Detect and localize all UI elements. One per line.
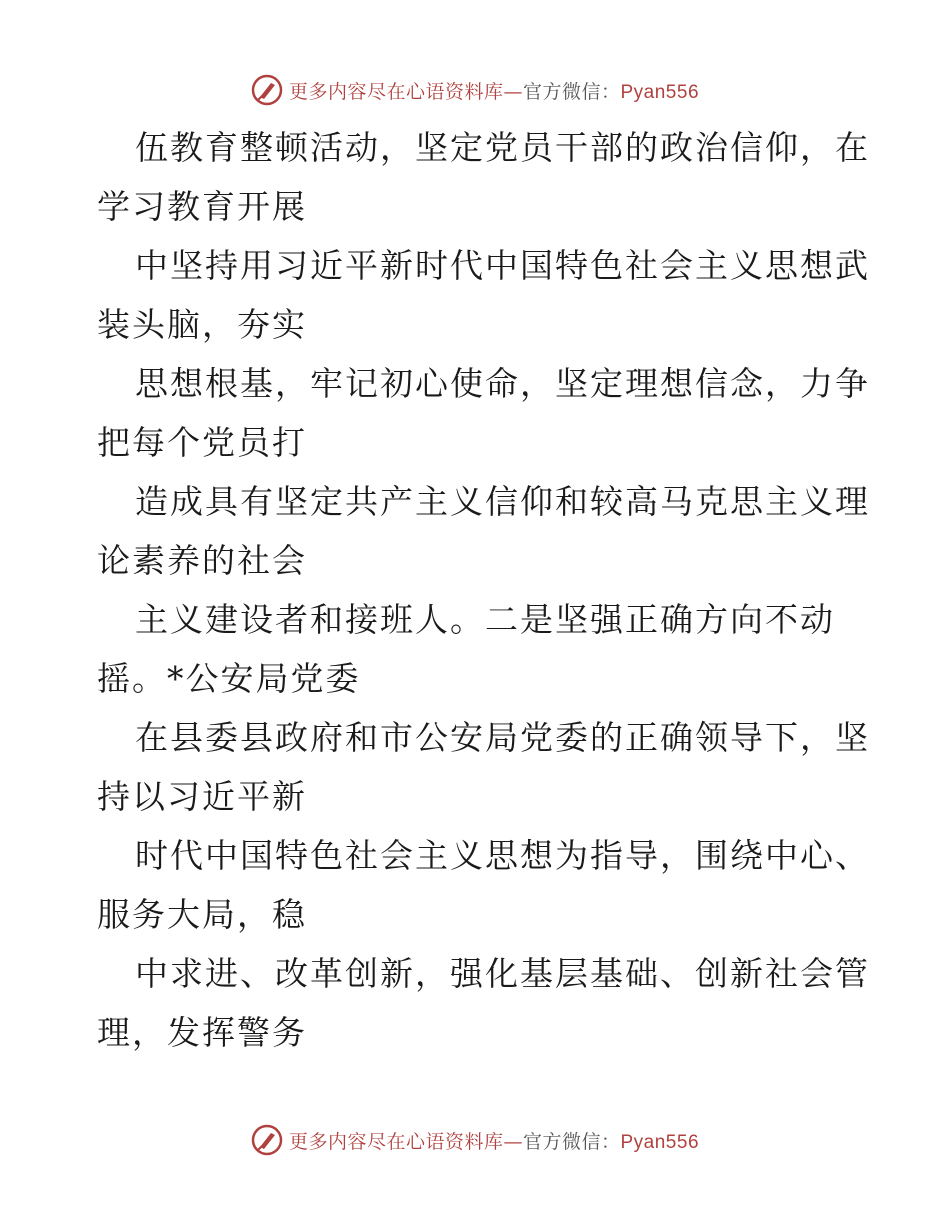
header-wechat-id: Pyan556 [620, 81, 700, 103]
text-line: 思想根基，牢记初心使命，坚定理想信念，力争 [135, 364, 870, 403]
footer-text [289, 1127, 699, 1154]
text-line: 装头脑，夯实 [97, 305, 307, 344]
header-banner [0, 70, 950, 110]
text-line: 服务大局，稳 [97, 895, 307, 934]
text-line: 主义建设者和接班人。二是坚强正确方向不动 [135, 600, 835, 639]
footer-label: 官方微信： [522, 1130, 621, 1153]
text-line: 学习教育开展 [97, 187, 307, 226]
header-label: 官方微信： [522, 80, 621, 103]
header-separator: — [503, 80, 523, 103]
footer-banner [0, 1120, 950, 1160]
text-line: 伍教育整顿活动，坚定党员干部的政治信仰，在 [135, 128, 870, 167]
header-text [289, 77, 699, 104]
text-line: 持以习近平新 [97, 777, 307, 816]
text-line: 把每个党员打 [97, 423, 307, 462]
text-line: 中坚持用习近平新时代中国特色社会主义思想武 [135, 246, 870, 285]
text-line: 时代中国特色社会主义思想为指导，围绕中心、 [135, 836, 870, 875]
footer-separator: — [503, 1130, 523, 1153]
text-line: 在县委县政府和市公安局党委的正确领导下，坚 [135, 718, 870, 757]
footer-wechat-id: Pyan556 [620, 1131, 700, 1153]
footer-brand: 更多内容尽在心语资料库 [288, 1130, 504, 1153]
text-line: 理，发挥警务 [97, 1013, 307, 1052]
header-brand: 更多内容尽在心语资料库 [288, 80, 504, 103]
text-line: 论素养的社会 [97, 541, 307, 580]
text-line: 中求进、改革创新，强化基层基础、创新社会管 [135, 954, 870, 993]
text-line: 造成具有坚定共产主义信仰和较高马克思主义理 [135, 482, 870, 521]
text-line: 摇。*公安局党委 [97, 659, 361, 698]
document-body [97, 118, 870, 1062]
quill-logo-icon [251, 1124, 283, 1156]
quill-logo-icon [251, 74, 283, 106]
